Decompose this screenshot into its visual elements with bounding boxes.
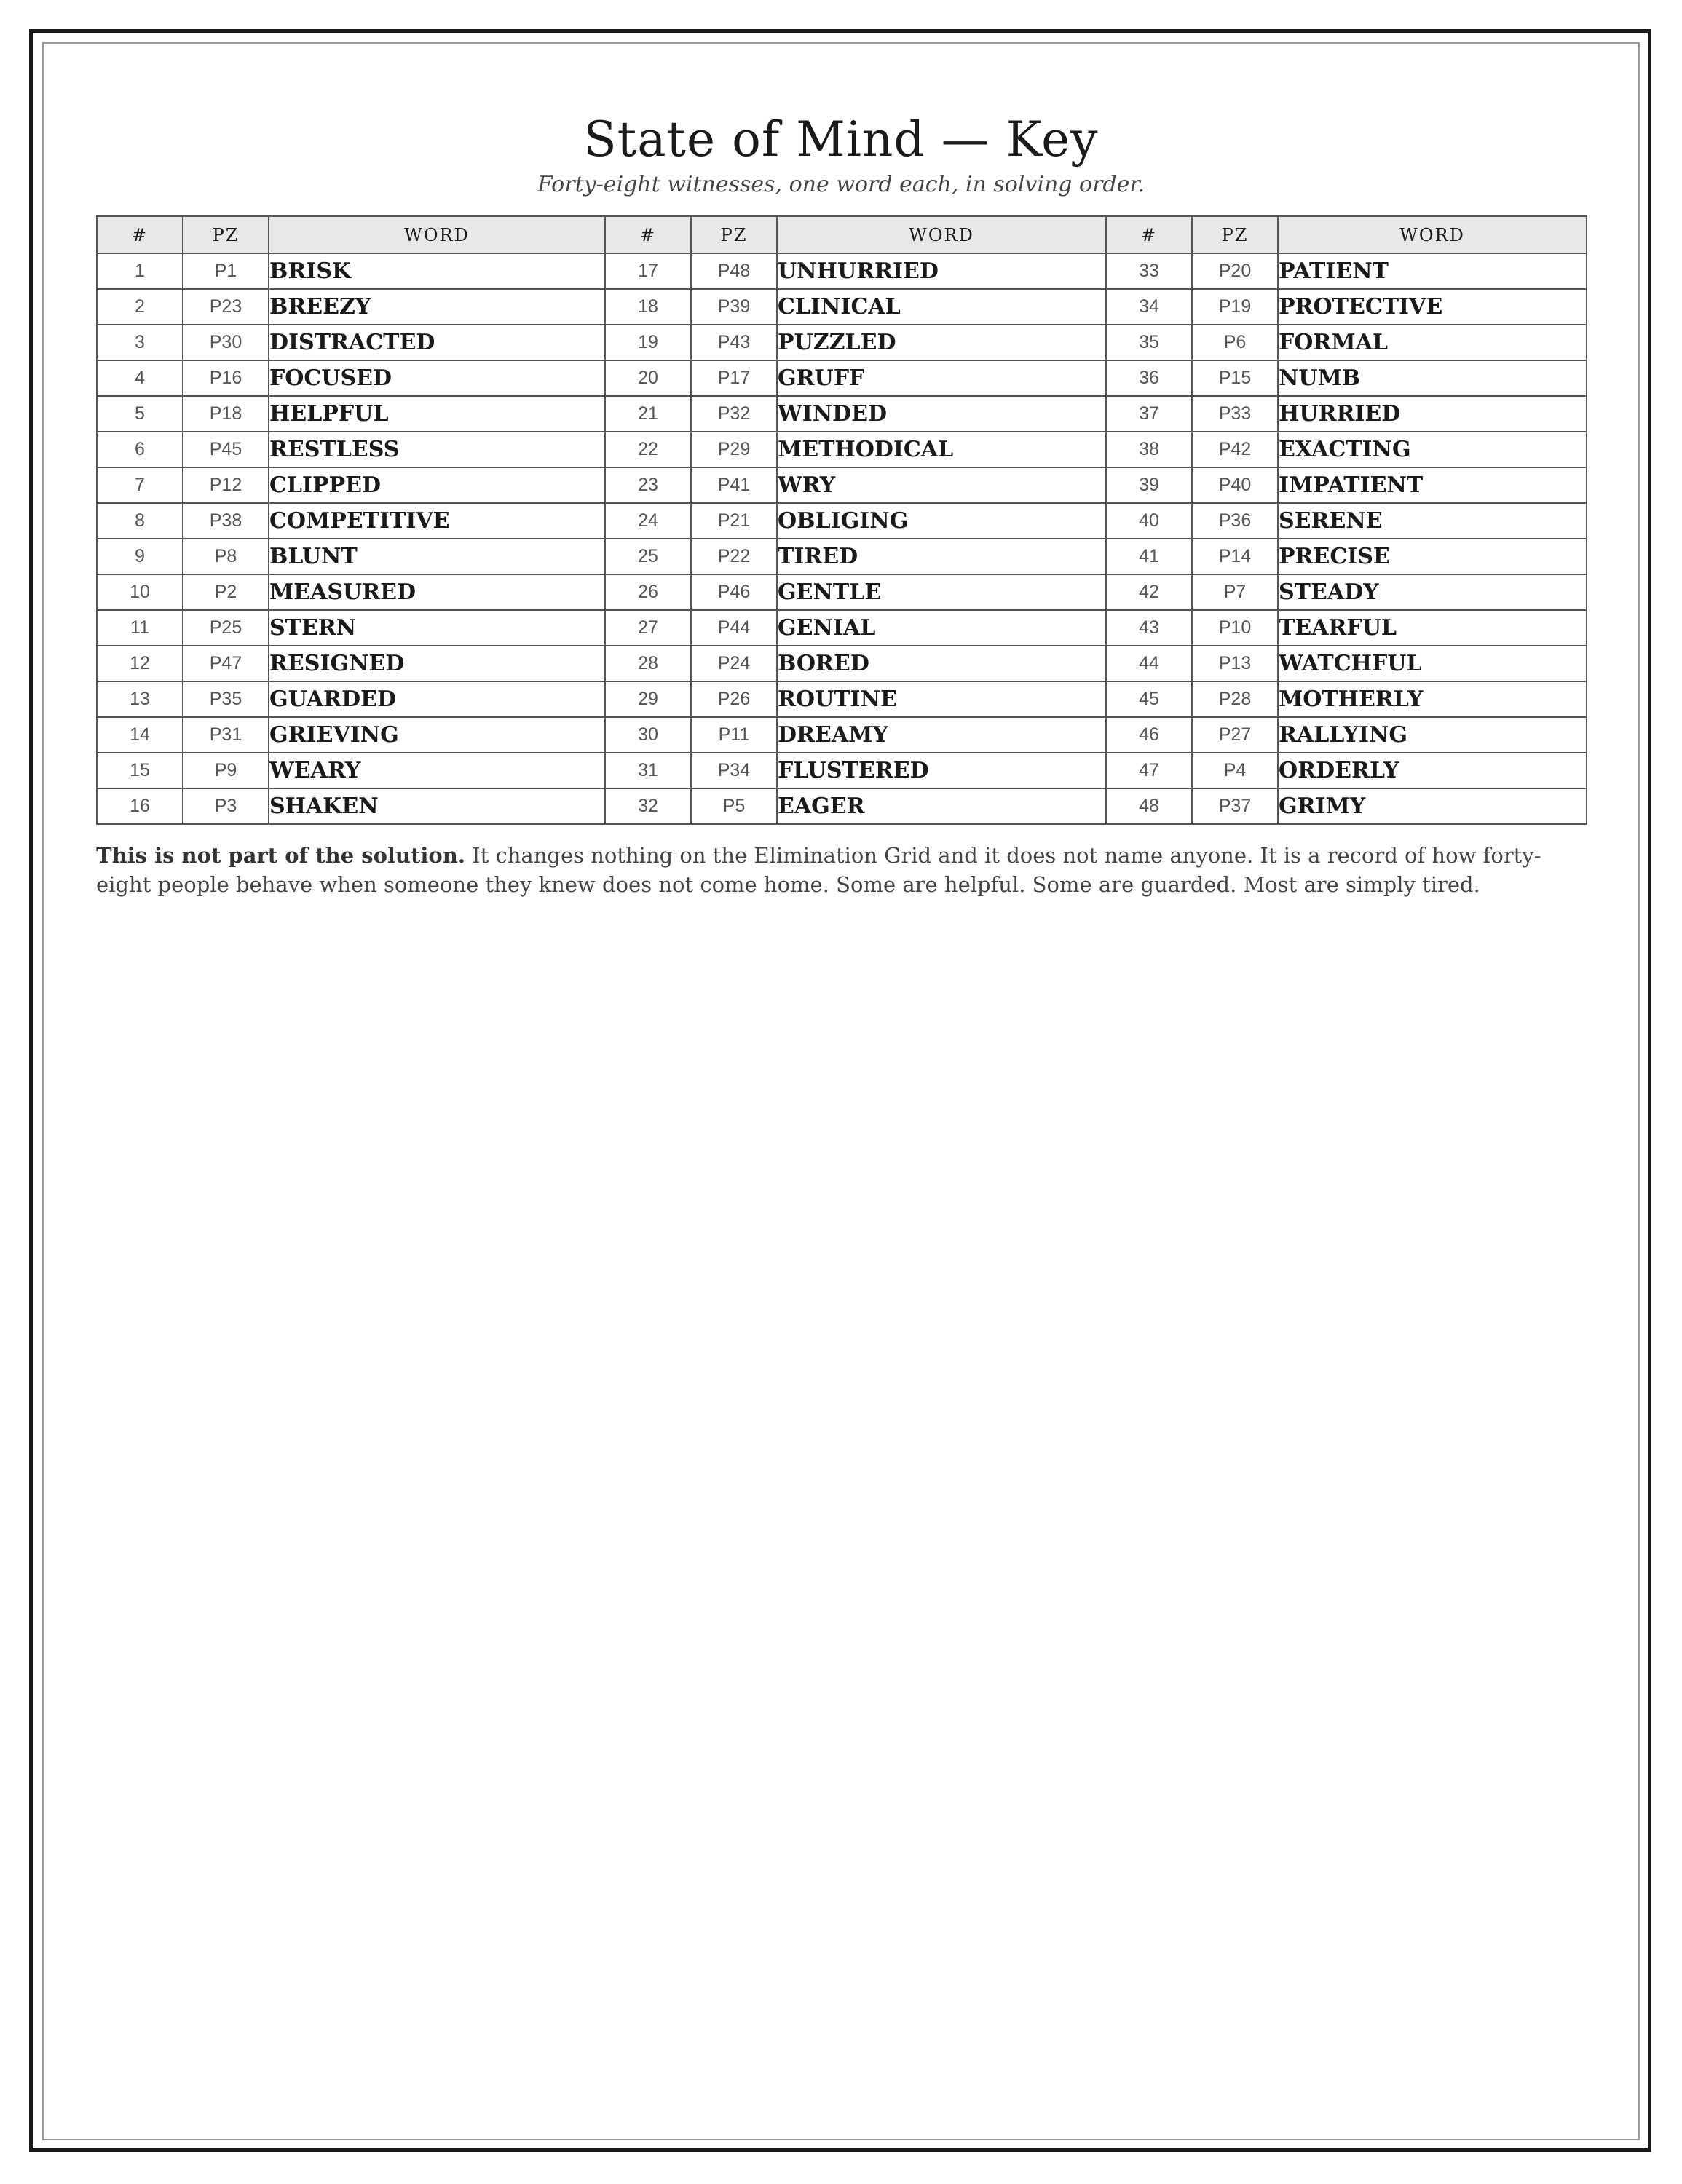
header-num: # <box>97 216 183 253</box>
entry-word: RALLYING <box>1278 717 1587 753</box>
table-header-row <box>97 216 1587 253</box>
entry-word: ROUTINE <box>777 681 1106 717</box>
footnote-body: It changes nothing on the Elimination Grid and it does not name anyone. It is a record of how forty-eight people behave when someone they knew does not come home. Some are helpful. Some are guarded. Most are simply tired. <box>96 843 1541 897</box>
entry-pz: P33 <box>1192 396 1278 432</box>
entry-pz: P37 <box>1192 788 1278 824</box>
entry-pz: P4 <box>1192 753 1278 788</box>
entry-word: STEADY <box>1278 574 1587 610</box>
entry-number: 10 <box>97 574 183 610</box>
entry-pz: P19 <box>1192 289 1278 325</box>
entry-word: EAGER <box>777 788 1106 824</box>
footnote-lead: This is not part of the solution. <box>96 843 465 868</box>
entry-word: BORED <box>777 646 1106 681</box>
entry-number: 31 <box>605 753 691 788</box>
entry-pz: P21 <box>691 503 777 539</box>
entry-word: RESTLESS <box>269 432 605 467</box>
header-num: # <box>605 216 691 253</box>
entry-word: SERENE <box>1278 503 1587 539</box>
entry-word: UNHURRIED <box>777 253 1106 289</box>
entry-number: 9 <box>97 539 183 574</box>
entry-pz: P46 <box>691 574 777 610</box>
entry-number: 23 <box>605 467 691 503</box>
entry-word: WEARY <box>269 753 605 788</box>
entry-pz: P6 <box>1192 325 1278 360</box>
entry-number: 5 <box>97 396 183 432</box>
entry-word: PRECISE <box>1278 539 1587 574</box>
table-row <box>97 646 1587 681</box>
entry-pz: P47 <box>183 646 269 681</box>
table-row <box>97 788 1587 824</box>
entry-pz: P14 <box>1192 539 1278 574</box>
page-content <box>96 109 1586 920</box>
entry-number: 48 <box>1106 788 1192 824</box>
entry-number: 15 <box>97 753 183 788</box>
table-row <box>97 503 1587 539</box>
entry-word: NUMB <box>1278 360 1587 396</box>
entry-pz: P30 <box>183 325 269 360</box>
entry-number: 24 <box>605 503 691 539</box>
header-pz: PZ <box>691 216 777 253</box>
entry-pz: P2 <box>183 574 269 610</box>
entry-number: 22 <box>605 432 691 467</box>
entry-word: METHODICAL <box>777 432 1106 467</box>
header-word: WORD <box>1278 216 1587 253</box>
entry-pz: P10 <box>1192 610 1278 646</box>
entry-number: 8 <box>97 503 183 539</box>
table-row <box>97 753 1587 788</box>
entry-word: DISTRACTED <box>269 325 605 360</box>
entry-pz: P34 <box>691 753 777 788</box>
entry-pz: P15 <box>1192 360 1278 396</box>
entry-word: PATIENT <box>1278 253 1587 289</box>
entry-number: 43 <box>1106 610 1192 646</box>
entry-pz: P42 <box>1192 432 1278 467</box>
entry-pz: P45 <box>183 432 269 467</box>
header-word: WORD <box>777 216 1106 253</box>
entry-word: HELPFUL <box>269 396 605 432</box>
entry-pz: P32 <box>691 396 777 432</box>
entry-pz: P11 <box>691 717 777 753</box>
entry-pz: P28 <box>1192 681 1278 717</box>
entry-pz: P41 <box>691 467 777 503</box>
entry-number: 17 <box>605 253 691 289</box>
entry-pz: P29 <box>691 432 777 467</box>
entry-pz: P20 <box>1192 253 1278 289</box>
entry-pz: P1 <box>183 253 269 289</box>
header-num: # <box>1106 216 1192 253</box>
entry-word: GRIMY <box>1278 788 1587 824</box>
entry-number: 21 <box>605 396 691 432</box>
entry-number: 45 <box>1106 681 1192 717</box>
entry-word: CLIPPED <box>269 467 605 503</box>
header-word: WORD <box>269 216 605 253</box>
entry-pz: P31 <box>183 717 269 753</box>
entry-number: 36 <box>1106 360 1192 396</box>
entry-pz: P36 <box>1192 503 1278 539</box>
entry-pz: P48 <box>691 253 777 289</box>
entry-pz: P5 <box>691 788 777 824</box>
table-body <box>97 253 1587 824</box>
header-pz: PZ <box>1192 216 1278 253</box>
entry-number: 3 <box>97 325 183 360</box>
entry-number: 42 <box>1106 574 1192 610</box>
footnote <box>96 841 1586 899</box>
entry-word: BRISK <box>269 253 605 289</box>
entry-word: GUARDED <box>269 681 605 717</box>
entry-word: COMPETITIVE <box>269 503 605 539</box>
entry-pz: P23 <box>183 289 269 325</box>
entry-number: 39 <box>1106 467 1192 503</box>
table-row <box>97 396 1587 432</box>
entry-word: FORMAL <box>1278 325 1587 360</box>
entry-pz: P44 <box>691 610 777 646</box>
entry-word: FOCUSED <box>269 360 605 396</box>
table-row <box>97 681 1587 717</box>
entry-number: 34 <box>1106 289 1192 325</box>
entry-word: HURRIED <box>1278 396 1587 432</box>
entry-number: 12 <box>97 646 183 681</box>
entry-number: 33 <box>1106 253 1192 289</box>
table-row <box>97 717 1587 753</box>
entry-word: BREEZY <box>269 289 605 325</box>
entry-number: 1 <box>97 253 183 289</box>
entry-number: 4 <box>97 360 183 396</box>
table-row <box>97 432 1587 467</box>
entry-number: 25 <box>605 539 691 574</box>
entry-pz: P39 <box>691 289 777 325</box>
entry-pz: P18 <box>183 396 269 432</box>
entry-number: 26 <box>605 574 691 610</box>
state-of-mind-key-table <box>96 215 1587 825</box>
entry-number: 41 <box>1106 539 1192 574</box>
entry-number: 7 <box>97 467 183 503</box>
entry-word: PROTECTIVE <box>1278 289 1587 325</box>
entry-pz: P12 <box>183 467 269 503</box>
entry-pz: P35 <box>183 681 269 717</box>
entry-number: 13 <box>97 681 183 717</box>
entry-pz: P43 <box>691 325 777 360</box>
entry-pz: P24 <box>691 646 777 681</box>
entry-word: WRY <box>777 467 1106 503</box>
entry-number: 6 <box>97 432 183 467</box>
table-row <box>97 289 1587 325</box>
entry-word: EXACTING <box>1278 432 1587 467</box>
entry-pz: P13 <box>1192 646 1278 681</box>
table-row <box>97 574 1587 610</box>
entry-number: 40 <box>1106 503 1192 539</box>
entry-pz: P3 <box>183 788 269 824</box>
entry-word: CLINICAL <box>777 289 1106 325</box>
entry-number: 2 <box>97 289 183 325</box>
entry-number: 32 <box>605 788 691 824</box>
entry-word: BLUNT <box>269 539 605 574</box>
entry-word: RESIGNED <box>269 646 605 681</box>
entry-word: GRUFF <box>777 360 1106 396</box>
entry-word: GENTLE <box>777 574 1106 610</box>
entry-word: WATCHFUL <box>1278 646 1587 681</box>
entry-number: 27 <box>605 610 691 646</box>
entry-word: MOTHERLY <box>1278 681 1587 717</box>
page-subtitle: Forty-eight witnesses, one word each, in solving order. <box>537 172 1145 197</box>
entry-pz: P7 <box>1192 574 1278 610</box>
entry-number: 47 <box>1106 753 1192 788</box>
table-row <box>97 539 1587 574</box>
entry-word: GRIEVING <box>269 717 605 753</box>
entry-pz: P40 <box>1192 467 1278 503</box>
entry-word: TIRED <box>777 539 1106 574</box>
entry-word: GENIAL <box>777 610 1106 646</box>
entry-number: 38 <box>1106 432 1192 467</box>
entry-word: FLUSTERED <box>777 753 1106 788</box>
entry-pz: P27 <box>1192 717 1278 753</box>
entry-pz: P9 <box>183 753 269 788</box>
table-row <box>97 325 1587 360</box>
entry-number: 18 <box>605 289 691 325</box>
page-title: State of Mind — Key <box>583 111 1099 167</box>
entry-number: 16 <box>97 788 183 824</box>
entry-number: 20 <box>605 360 691 396</box>
entry-pz: P22 <box>691 539 777 574</box>
entry-pz: P26 <box>691 681 777 717</box>
entry-number: 44 <box>1106 646 1192 681</box>
table-row <box>97 253 1587 289</box>
table-row <box>97 360 1587 396</box>
entry-pz: P16 <box>183 360 269 396</box>
entry-number: 37 <box>1106 396 1192 432</box>
entry-word: STERN <box>269 610 605 646</box>
entry-number: 29 <box>605 681 691 717</box>
entry-word: TEARFUL <box>1278 610 1587 646</box>
entry-pz: P25 <box>183 610 269 646</box>
entry-number: 30 <box>605 717 691 753</box>
entry-word: IMPATIENT <box>1278 467 1587 503</box>
entry-number: 46 <box>1106 717 1192 753</box>
header-pz: PZ <box>183 216 269 253</box>
entry-pz: P8 <box>183 539 269 574</box>
entry-word: MEASURED <box>269 574 605 610</box>
entry-word: DREAMY <box>777 717 1106 753</box>
entry-word: WINDED <box>777 396 1106 432</box>
entry-word: PUZZLED <box>777 325 1106 360</box>
entry-word: SHAKEN <box>269 788 605 824</box>
entry-word: OBLIGING <box>777 503 1106 539</box>
entry-word: ORDERLY <box>1278 753 1587 788</box>
entry-number: 35 <box>1106 325 1192 360</box>
entry-number: 11 <box>97 610 183 646</box>
table-row <box>97 610 1587 646</box>
entry-number: 19 <box>605 325 691 360</box>
entry-number: 14 <box>97 717 183 753</box>
table-row <box>97 467 1587 503</box>
entry-pz: P17 <box>691 360 777 396</box>
entry-number: 28 <box>605 646 691 681</box>
entry-pz: P38 <box>183 503 269 539</box>
